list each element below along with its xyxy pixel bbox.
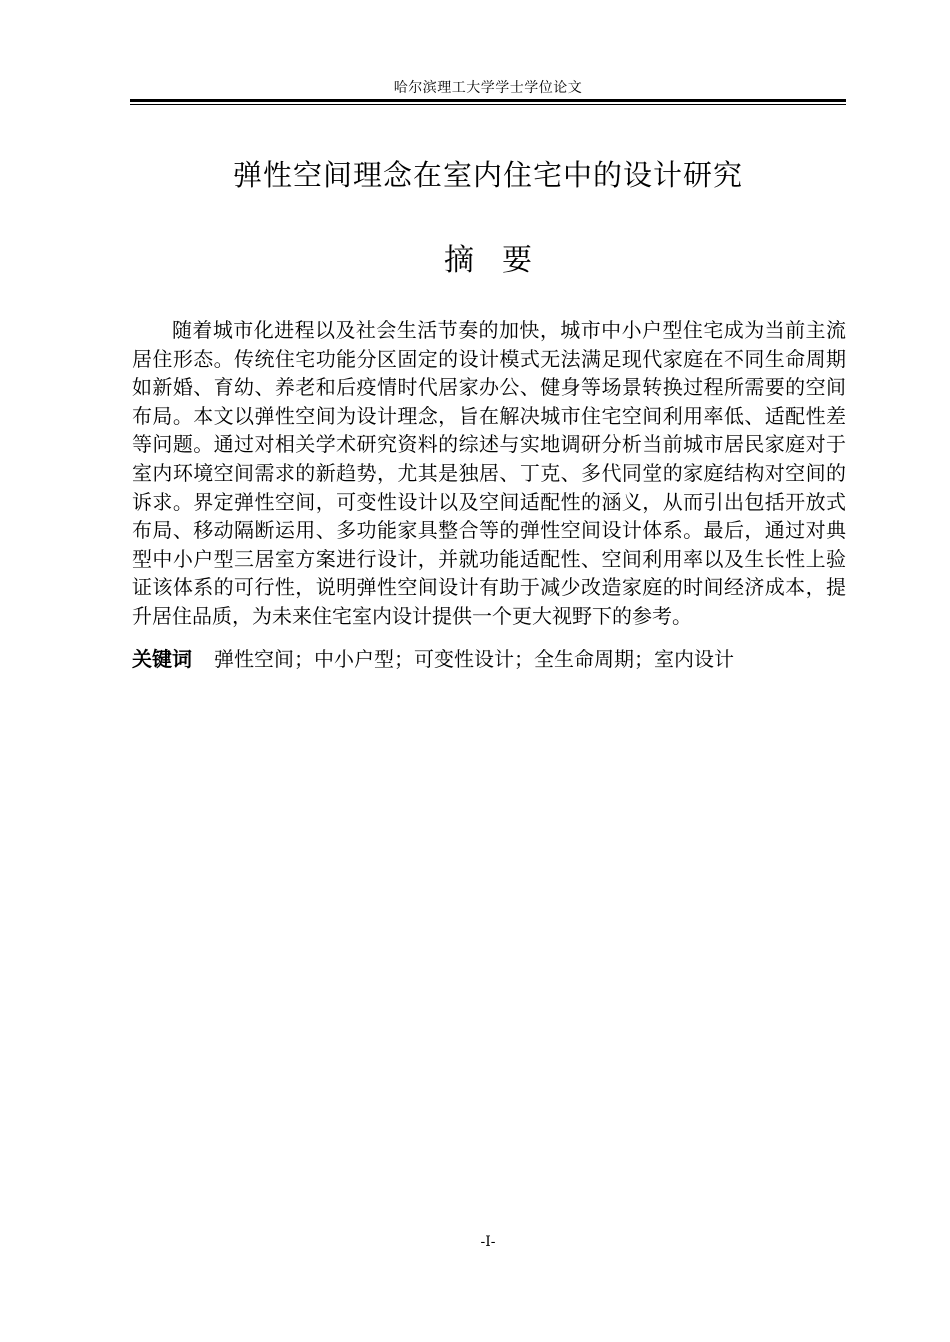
header-rule-thick xyxy=(130,99,846,102)
keywords-label: 关键词 xyxy=(132,647,192,671)
header-rule-thin xyxy=(130,104,846,105)
running-header: 哈尔滨理工大学学士学位论文 xyxy=(393,80,583,96)
thesis-title: 弹性空间理念在室内住宅中的设计研究 xyxy=(232,158,743,192)
page-number: -I- xyxy=(480,1234,496,1250)
keywords-text: 弹性空间；中小户型；可变性设计；全生命周期；室内设计 xyxy=(214,647,734,671)
abstract-body: 随着城市化进程以及社会生活节奏的加快，城市中小户型住宅成为当前主流居住形态。传统住宅功能分区固定的设计模式无法满足现代家庭在不同生命周期如新婚、育幼、养老和后疫情时代居家办公、健身等场景转换过程所需要的空间布局。本文以弹性空间为设计理念，旨在解决城市住宅空间利用率低、适配性差等问题。通过对相关学术研究资料的综述与实地调研分析当前城市居民家庭对于室内环境空间需求的新趋势，尤其是独居、丁克、多代同堂的家庭结构对空间的诉求。界定弹性空间，可变性设计以及空间适配性的涵义，从而引出包括开放式布局、移动隔断运用、多功能家具整合等的弹性空间设计体系。最后，通过对典型中小户型三居室方案进行设计，并就功能适配性、空间利用率以及生长性上验证该体系的可行性，说明弹性空间设计有助于减少改造家庭的时间经济成本，提升居住品质，为未来住宅室内设计提供一个更大视野下的参考。 xyxy=(132,318,846,628)
keywords-line xyxy=(132,645,846,673)
abstract-heading: 摘要 xyxy=(444,243,560,278)
